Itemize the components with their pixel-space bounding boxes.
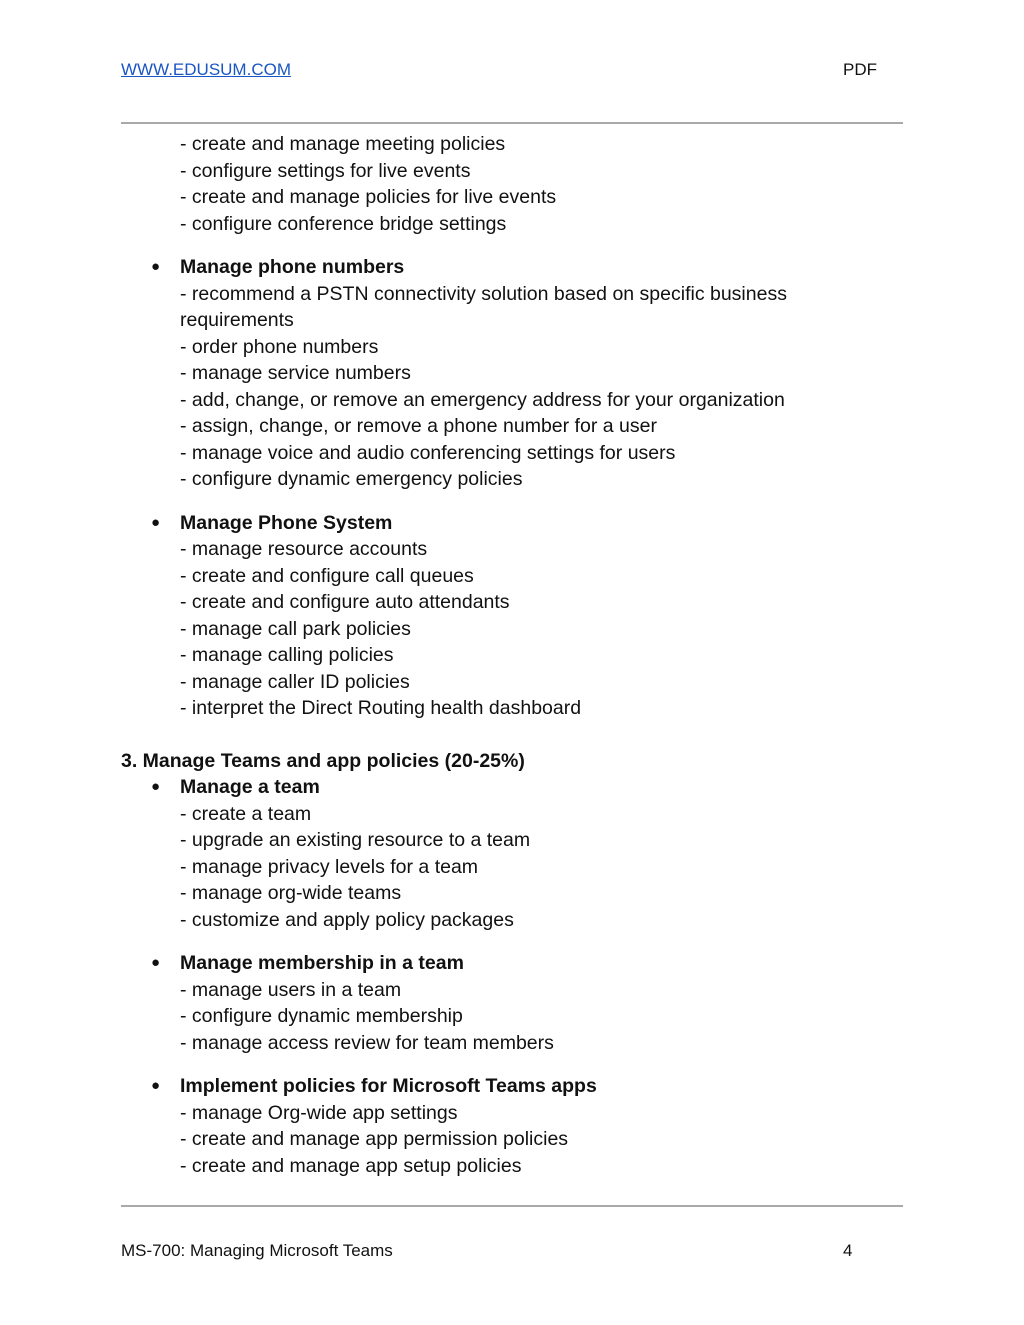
list-item: requirements xyxy=(180,309,294,331)
list-item: - manage access review for team members xyxy=(180,1031,554,1054)
list-item: - manage privacy levels for a team xyxy=(180,855,479,878)
membership-item xyxy=(121,950,903,1056)
page-content xyxy=(121,131,903,1179)
list-item: - configure dynamic emergency policies xyxy=(180,468,523,490)
header-website-link[interactable]: WWW.EDUSUM.COM xyxy=(121,60,291,79)
list-item: - manage calling policies xyxy=(180,644,394,666)
list-item: - assign, change, or remove a phone number for a user xyxy=(180,415,657,437)
list-item: - order phone numbers xyxy=(180,335,379,358)
phone-system-item xyxy=(121,510,903,722)
list-item: - create and manage app permission policies xyxy=(180,1128,569,1150)
list-item: - create a team xyxy=(180,802,312,825)
bullet-icon: ● xyxy=(151,954,161,971)
list-item: - manage service numbers xyxy=(180,362,411,384)
list-item: - interpret the Direct Routing health dashboard xyxy=(180,697,582,719)
list-item: - create and configure auto attendants xyxy=(180,591,510,613)
header-pdf-label: PDF xyxy=(843,60,877,79)
list-item: - manage org-wide teams xyxy=(180,882,402,904)
membership-title: Manage membership in a team xyxy=(180,952,464,974)
bullet-icon: ● xyxy=(151,258,161,275)
header-divider xyxy=(121,122,903,124)
list-item: - create and manage meeting policies xyxy=(180,133,506,155)
list-item: - manage caller ID policies xyxy=(180,670,410,693)
list-item: - configure dynamic membership xyxy=(180,1005,463,1027)
list-item: - manage call park policies xyxy=(180,617,411,640)
bullet-icon: ● xyxy=(151,513,161,531)
intro-list xyxy=(121,131,903,237)
app-policies-item xyxy=(121,1073,903,1179)
section-3-heading: 3. Manage Teams and app policies (20-25%) xyxy=(121,749,525,772)
list-item: - create and manage policies for live events xyxy=(180,186,557,208)
footer-page-number: 4 xyxy=(843,1241,853,1260)
manage-team-item xyxy=(121,774,903,933)
manage-team-title: Manage a team xyxy=(180,776,320,798)
phone-numbers-title: Manage phone numbers xyxy=(180,256,405,278)
list-item: - customize and apply policy packages xyxy=(180,908,514,931)
list-item: - create and manage app setup policies xyxy=(180,1154,522,1177)
list-item: - manage Org-wide app settings xyxy=(180,1101,458,1124)
app-policies-title: Implement policies for Microsoft Teams apps xyxy=(180,1075,597,1097)
list-item: - manage voice and audio conferencing settings for users xyxy=(180,441,676,464)
phone-numbers-item xyxy=(121,254,903,493)
phone-system-title: Manage Phone System xyxy=(180,511,393,534)
list-item: - add, change, or remove an emergency address for your organization xyxy=(180,388,785,411)
list-item: - manage users in a team xyxy=(180,978,402,1001)
list-item: - upgrade an existing resource to a team xyxy=(180,829,531,851)
list-item: - recommend a PSTN connectivity solution based on specific business xyxy=(180,282,787,305)
bullet-icon: ● xyxy=(151,778,161,795)
footer-document-title: MS-700: Managing Microsoft Teams xyxy=(121,1241,393,1260)
bullet-icon: ● xyxy=(151,1077,161,1094)
footer-divider xyxy=(121,1205,903,1207)
list-item: - create and configure call queues xyxy=(180,564,474,587)
list-item: - manage resource accounts xyxy=(180,538,428,560)
list-item: - configure settings for live events xyxy=(180,159,471,182)
list-item: - configure conference bridge settings xyxy=(180,212,507,235)
